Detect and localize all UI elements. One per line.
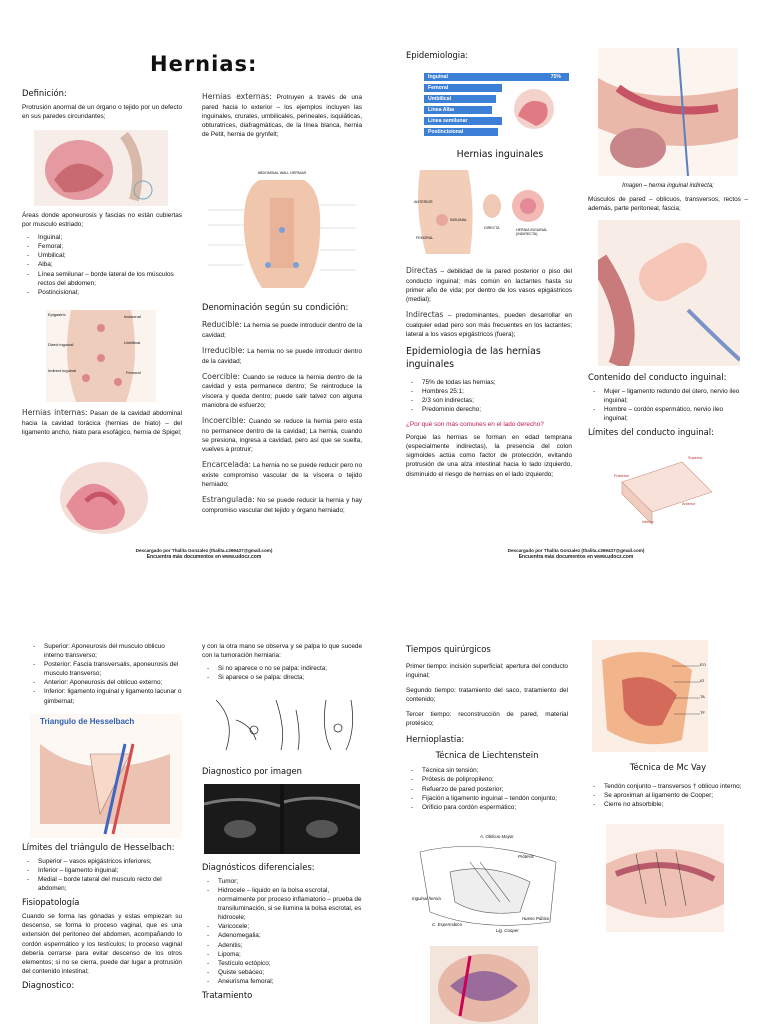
list-item: - Testículo ectópico;	[218, 959, 362, 968]
externas-term: Hernias externas:	[202, 92, 272, 101]
bar-label: Línea semilunar	[428, 118, 468, 124]
indirectas-term: Indirectas	[406, 310, 444, 320]
col-areas	[22, 211, 182, 301]
bar-value: 75%	[550, 74, 561, 80]
list-item: - Orificio para cordón espermático;	[422, 803, 568, 812]
list-item: - Alba;	[38, 260, 182, 269]
col-mcvay	[588, 762, 748, 813]
irreducible-desc: La hernia no se puede introducir dentro de la cavidad;	[202, 347, 362, 365]
areas-list	[22, 233, 182, 297]
diagnostico-heading: Diagnostico:	[22, 979, 75, 990]
indirect-hernia-image	[598, 48, 738, 176]
list-item: - Técnica sin tensión;	[422, 766, 568, 775]
fisiopatologia-heading: Fisiopatología	[22, 897, 80, 908]
estrangulada-desc: No se puede reducir la hernia y hay compromiso vascular del tejido y órgano herniado;	[202, 496, 363, 514]
list-item: - Superior – vasos epigástricos inferiores;	[38, 857, 182, 866]
fig-label: Epigastric	[48, 312, 66, 317]
list-item: - Cierre no absorbible;	[604, 800, 748, 809]
fig-label: DIRECTA	[484, 226, 500, 230]
intestine-illustration	[56, 456, 152, 540]
col-limites	[28, 642, 182, 710]
list-item: - Inguinal;	[38, 233, 182, 242]
tratamiento-heading: Tratamiento	[202, 990, 253, 1001]
abdominal-wall-figure	[204, 170, 360, 290]
fig-label: FEMORAL	[416, 236, 434, 240]
col-denominacion	[202, 302, 362, 519]
fig-label: EO	[700, 662, 706, 667]
epi-inguinal-heading: Epidemiologia de las hernias inguinales	[406, 346, 541, 371]
abdomen-illustration	[46, 310, 156, 402]
mcvay-list	[588, 782, 748, 809]
coercible-term: Coercible:	[202, 371, 241, 381]
inguinal-types-figure	[412, 170, 568, 254]
denominacion-heading: Denominación según su condición:	[202, 302, 349, 312]
list-item: - Femoral;	[38, 242, 182, 251]
fig-label: Superior	[688, 456, 703, 460]
mcvay-heading: Técnica de Mc Vay	[629, 762, 707, 772]
fig-label: HERNIA INGUINAL (INDIRECTA)	[516, 228, 548, 236]
fig-label: Anterior	[682, 502, 696, 506]
list-item: - Hombre – cordón espermático, nervio íleo inguinal;	[604, 405, 748, 423]
col-inguinales	[430, 148, 570, 164]
fig-label: Incisional	[124, 314, 141, 319]
contenido-heading: Contenido del conducto inguinal:	[588, 372, 727, 382]
list-item: - Aneurisma femoral;	[218, 977, 362, 986]
col-internas	[22, 408, 182, 441]
answer-text: Porque las hernias se forman en edad temprana (especialmente indirectas), la presencia del colon sigmoides actúa como factor de protección, evitando protrusión de una alza intestinal hacia lo lado izquierdo, disminuido el riesgo de hernias en el lado izquierdo;	[406, 434, 572, 478]
bar-label: Inguinal	[428, 74, 448, 80]
mcvay-figure-2	[606, 824, 724, 932]
bar-inguinal	[424, 73, 569, 81]
col-definicion	[22, 88, 182, 125]
incoercible-desc: Cuando se reduce la hernia pero esta no permanece dentro de la cavidad; La hernia, cuando se presiona, ingresa a cavidad, pero así que se suelta, vuelves a protruir;	[202, 417, 362, 453]
col-externas	[202, 92, 362, 143]
epidemiologia-heading: Epidemiologia:	[406, 50, 469, 60]
question-text: ¿Por qué son más comunes en el lado derecho?	[406, 421, 544, 429]
list-item: - Hombres 25:1;	[422, 387, 572, 396]
footer-right	[476, 548, 676, 561]
fig-caption: ABDOMINAL WALL HERNIAS	[257, 171, 307, 175]
tiempos-heading: Tiempos quirúrgicos	[406, 644, 491, 654]
list-item: - Medial – borde lateral del musculo recto del abdomen;	[38, 875, 182, 893]
directas-desc: – debilidad de la pared posterior o piso del conducto inguinal; más común en lactantes hasta su primer año de vida; por dentro de los vasos epigástricos (medial);	[406, 268, 572, 303]
diferenciales-list	[202, 877, 362, 986]
bar-femoral	[424, 84, 502, 92]
col-hesselbach	[22, 842, 182, 995]
irreducible-term: Irreducible:	[202, 345, 245, 355]
col-epidemiologia	[406, 50, 572, 65]
surgical-illustration	[430, 946, 538, 1024]
list-item: - Lipoma;	[218, 950, 362, 959]
incoercible-text	[202, 416, 362, 454]
mcvay-figure-1	[592, 640, 708, 752]
inguinales-heading: Hernias inguinales	[456, 149, 544, 160]
irreducible-text	[202, 346, 362, 366]
fig-label: Indirect inguinal	[48, 368, 77, 373]
inguinal-hernia-photo	[506, 86, 562, 132]
col-conducto	[588, 182, 748, 217]
bar-postincisional	[424, 128, 498, 136]
list-item: - 2/3 son indirectas;	[422, 396, 572, 405]
fig-label: Inguinal hernia	[412, 896, 441, 901]
list-item: - Anterior: Aponeurosis del oblicuo externo;	[44, 678, 182, 687]
list-item: - Hidrocele – liquido en la bolsa escrotal, normalmente por proceso inflamatorio – prueba de transiluminación, si se ilumina la bolsa escrotal, es hidrocele;	[218, 886, 362, 922]
exploracion-list	[202, 664, 362, 682]
musculos-text: Músculos de pared – oblicuos, transversos, rectos – además, parte peritoneal, fascia;	[588, 195, 748, 212]
contenido-list	[588, 387, 748, 423]
internas-desc: Pasan de la cavidad abdominal hacia la cavidad torácica (hernias de hiato) – del ligamento ancho, hiato para esofágico, hernia de Spigel;	[22, 410, 182, 436]
list-item: - Tumor;	[218, 877, 362, 886]
list-item: - Mujer – ligamento redondo del útero, nervio ileo inguinal;	[604, 387, 748, 405]
bar-umbilical	[424, 95, 496, 103]
fig-label: INGUINAL	[450, 218, 467, 222]
footer-link[interactable]: Encuentra más documentos en www.udocz.com	[518, 554, 634, 561]
fisiopatologia-text: Cuando se forma las gónadas y estas empiezan su descenso, se forma lo proceso vaginal, que es una extensión del peritoneo del abdomen, acompañando lo cordón espermático y los testículos; lo proceso vaginal debería cerrarse para evitar descenso de los otros elementos; si no se cierra, puede dar lugar a protrusión del contenido intestinal;	[22, 913, 182, 975]
footer-download: Descargado por Thalita Gonzalez (thalita.c369437@gmail.com)	[507, 548, 645, 553]
footer-left	[104, 548, 304, 561]
list-item: - Posterior: Fascia transversalis, aponeurosis del musculo transverso;	[44, 660, 182, 678]
col-diferenciales	[202, 862, 362, 1005]
fig-label: IO	[700, 678, 705, 683]
list-item: - Si aparece o se palpa: directa;	[218, 673, 362, 682]
internas-term: Hernias internas:	[22, 408, 88, 417]
liechtenstein-heading: Técnica de Liechtenstein	[435, 750, 539, 761]
list-item: - Predominio derecho;	[422, 405, 572, 414]
hesselbach-list	[22, 857, 182, 893]
list-item: - Postincisional;	[38, 288, 182, 297]
diferenciales-heading: Diagnósticos diferenciales:	[202, 862, 315, 872]
footer-download: Descargado por Thalita Gonzalez (thalita.c369437@gmail.com)	[135, 548, 273, 553]
bar-label: Femoral	[428, 85, 449, 91]
encarcelada-desc: La hernia no se puede reducir pero no existe compromiso vascular de la víscera o tejido herniado;	[202, 461, 362, 488]
indirectas-text	[406, 310, 572, 339]
tiempo-1: Primer tiempo: incisión superficial; apertura del conducto inguinal;	[406, 662, 568, 680]
list-item: - Inferior – ligamento inguinal;	[38, 866, 182, 875]
col-tiempos	[406, 644, 568, 816]
externas-text	[202, 92, 362, 139]
col-tipos	[406, 266, 572, 483]
reducible-text	[202, 320, 362, 340]
hernioplastia-heading: Hernioplastia:	[406, 734, 465, 745]
internas-text	[22, 408, 182, 437]
fig-label: Direct inguinal	[48, 342, 74, 347]
hesselbach-heading: Límites del triángulo de Hesselbach:	[22, 842, 175, 852]
list-item: - Tendón conjunto – transversos † oblicuo interno;	[604, 782, 748, 791]
list-item: - Superior: Aponeurosis del musculo oblicuo interno transverso;	[44, 642, 182, 660]
list-item: - Línea semilunar – borde lateral de los músculos rectos del abdomen;	[38, 270, 182, 288]
col-contenido	[588, 372, 748, 442]
fig-label: Inferior	[642, 520, 654, 524]
canal-limits-figure	[612, 452, 722, 530]
image-caption: Imagen – hernia inguinal indirecta;	[622, 183, 714, 189]
fig-label: A. Oblicuo Mayor	[480, 834, 514, 839]
bar-linea-alba	[424, 106, 492, 114]
list-item: - Umbilical;	[38, 251, 182, 260]
encarcelada-term: Encarcelada:	[202, 459, 252, 469]
incoercible-term: Incoercible:	[202, 415, 246, 425]
exam-sketch	[206, 690, 360, 756]
imagen-heading: Diagnostico por imagen	[202, 766, 302, 776]
page-title: Hernias:	[150, 52, 258, 76]
externas-desc: Protruyen a través de una pared hacia lo exterior – los ejemplos incluyen las inguinales, crurales, umbilicales, perineales, isquiáticas, obturatrices, diafragmáticas, de la línea blanca, hernia de Petit, hernia de grynfelt;	[202, 94, 362, 139]
reducible-desc: La hernia se puede introducir dentro de la cavidad;	[202, 321, 362, 339]
fig-label: TF	[700, 710, 705, 715]
fig-label: C. Espermático	[432, 922, 463, 927]
list-item: - Si no aparece o no se palpa: indirecta;	[218, 664, 362, 673]
areas-text: Áreas donde aponeurosis y fascias no están cubiertas por musculo estriado;	[22, 212, 182, 229]
fig-label: TA	[700, 694, 705, 699]
limites-heading: Límites del conducto inguinal:	[588, 427, 714, 438]
bar-linea-semilunar	[424, 117, 502, 125]
footer-link[interactable]: Encuentra más documentos en www.udocz.com	[146, 554, 262, 561]
reducible-term: Reducible:	[202, 319, 242, 329]
tiempo-3: Tercer tiempo: reconstrucción de pared, material protésico;	[406, 711, 568, 728]
liechtenstein-list	[406, 766, 568, 811]
list-item: - Refuerzo de pared posterior;	[422, 785, 568, 794]
list-item: - Se aproximan al ligamento de Cooper;	[604, 791, 748, 800]
fig-label: Prótesis	[518, 854, 534, 859]
list-item: - Adenomegalia;	[218, 931, 362, 940]
directas-term: Directas	[406, 266, 438, 275]
col-imagen	[202, 766, 362, 781]
bar-label: Umbilical	[428, 96, 452, 102]
list-item: - Quiste sebáceo;	[218, 968, 362, 977]
estrangulada-text	[202, 495, 362, 515]
inguinal-canal-image	[598, 220, 740, 366]
fig-label: Posterior	[614, 474, 630, 478]
list-item: - Adenitis;	[218, 941, 362, 950]
estrangulada-term: Estrangulada:	[202, 494, 255, 504]
tiempo-2: Segundo tiempo: tratamiento del saco, tratamiento del contenido;	[406, 687, 568, 704]
fig-label: Umbilical	[124, 340, 141, 345]
definicion-text: Protrusión anormal de un órgano o tejido por un defecto en sus paredes circundantes;	[22, 103, 182, 121]
hesselbach-figure	[30, 714, 182, 838]
bar-label: Línea Alba	[428, 107, 455, 113]
fig-label: ANTERIOR	[414, 200, 433, 204]
list-item: - Inferior: ligamento inguinal y ligamento lacunar o gimbernat;	[44, 687, 182, 705]
fig-label: Lig. Cooper	[496, 928, 519, 933]
indirectas-desc: – predominantes, pueden desarrollar en cualquier edad pero son más frecuentes en los lactantes; lateral a los vasos epigástricos (fuera);	[406, 312, 572, 338]
directas-text	[406, 266, 572, 304]
exploracion-text: y con la otra mano se observa y se palpa lo que sucede con la tumoración herniaria:	[202, 643, 362, 660]
epi-inguinal-list	[406, 378, 572, 414]
fig-label: Femoral	[126, 370, 141, 375]
bar-label: Postincisional	[428, 129, 464, 135]
coercible-text	[202, 372, 362, 410]
coercible-desc: Cuando se reduce la hernia dentro de la cavidad y esta permanece dentro; Se reintroduce la víscera y queda dentro; puede salir talvez con alguna maniobra de esfuerzo;	[202, 373, 362, 409]
list-item: - 75% de todas las hernias;	[422, 378, 572, 387]
hernia-illustration	[34, 130, 168, 206]
list-item: - Varicocele;	[218, 922, 362, 931]
encarcelada-text	[202, 460, 362, 489]
definicion-heading: Definición:	[22, 88, 67, 98]
limites-list	[28, 642, 182, 706]
list-item: - Fijación a ligamento inguinal – tendón conjunto;	[422, 794, 568, 803]
list-item: - Prótesis de polipropileno;	[422, 775, 568, 784]
fig-label: Hueso Púbico	[522, 916, 550, 921]
ultrasound-image	[204, 784, 360, 854]
col-exploracion	[202, 642, 362, 686]
liechtenstein-figure	[410, 832, 566, 938]
triangle-title: Triangulo de Hesselbach	[40, 717, 135, 726]
